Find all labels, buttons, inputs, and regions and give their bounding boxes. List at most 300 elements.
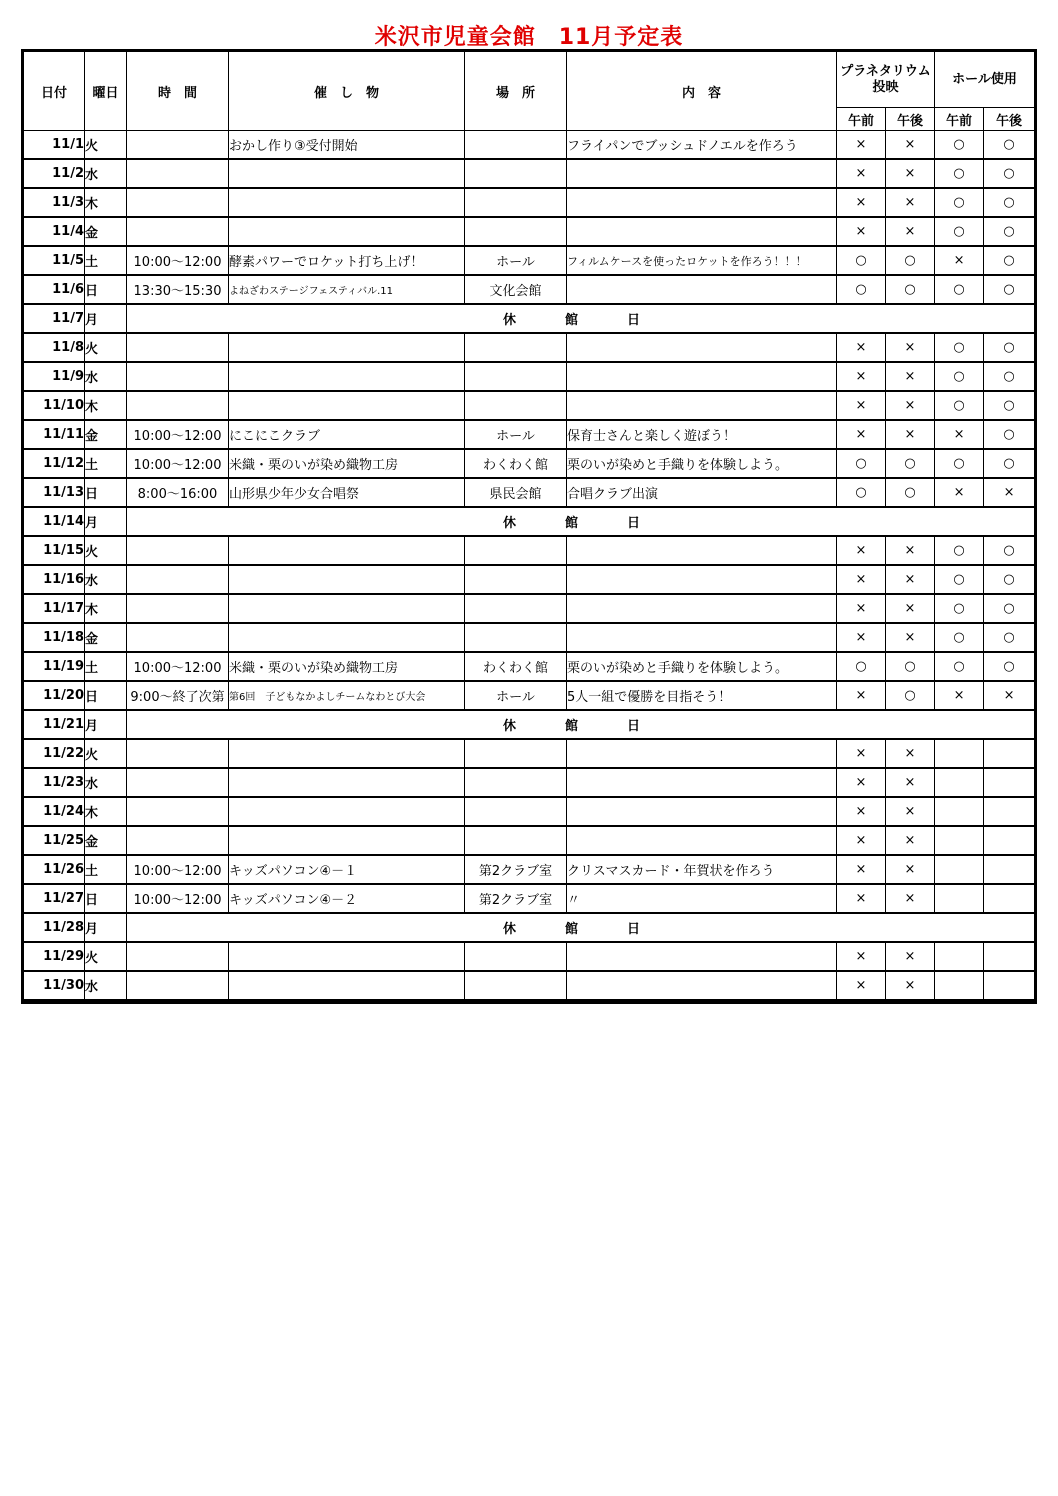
place-cell xyxy=(465,943,567,972)
place-cell xyxy=(465,392,567,421)
place-cell xyxy=(465,624,567,653)
date-cell: 11/23 xyxy=(24,769,85,798)
table-row xyxy=(24,682,1034,711)
date-cell: 11/1 xyxy=(24,131,85,160)
table-row xyxy=(24,566,1034,595)
event-cell: よねざわステージフェスティバル.11 xyxy=(229,276,465,305)
hall-am-mark: × xyxy=(935,479,984,508)
planetarium-am-mark: × xyxy=(837,943,886,972)
event-cell xyxy=(229,189,465,218)
planetarium-pm-mark: × xyxy=(886,856,935,885)
header-time: 時 間 xyxy=(127,52,229,131)
content-cell xyxy=(567,160,837,189)
planetarium-am-mark: × xyxy=(837,827,886,856)
time-cell xyxy=(127,334,229,363)
content-cell xyxy=(567,943,837,972)
day-cell: 木 xyxy=(85,392,127,421)
place-cell xyxy=(465,740,567,769)
event-cell xyxy=(229,943,465,972)
table-row xyxy=(24,798,1034,827)
place-cell: 第2クラブ室 xyxy=(465,885,567,914)
hall-pm-mark: ○ xyxy=(984,363,1034,392)
planetarium-pm-mark: ○ xyxy=(886,682,935,711)
content-cell xyxy=(567,769,837,798)
date-cell: 11/3 xyxy=(24,189,85,218)
time-cell xyxy=(127,537,229,566)
planetarium-pm-mark: × xyxy=(886,595,935,624)
time-cell: 9:00～終了次第 xyxy=(127,682,229,711)
day-cell: 木 xyxy=(85,798,127,827)
date-cell: 11/9 xyxy=(24,363,85,392)
hall-am-mark: ○ xyxy=(935,624,984,653)
hall-pm-mark: ○ xyxy=(984,276,1034,305)
date-cell: 11/14 xyxy=(24,508,85,537)
day-cell: 火 xyxy=(85,334,127,363)
table-row xyxy=(24,276,1034,305)
planetarium-am-mark: × xyxy=(837,131,886,160)
hall-am-mark: × xyxy=(935,421,984,450)
hall-am-mark: ○ xyxy=(935,363,984,392)
planetarium-am-mark: × xyxy=(837,682,886,711)
hall-pm-mark xyxy=(984,827,1034,856)
date-cell: 11/7 xyxy=(24,305,85,334)
content-cell xyxy=(567,624,837,653)
planetarium-pm-mark: × xyxy=(886,827,935,856)
day-cell: 水 xyxy=(85,972,127,1001)
event-cell xyxy=(229,363,465,392)
time-cell xyxy=(127,392,229,421)
date-cell: 11/29 xyxy=(24,943,85,972)
day-cell: 火 xyxy=(85,131,127,160)
date-cell: 11/4 xyxy=(24,218,85,247)
hall-pm-mark: ○ xyxy=(984,566,1034,595)
event-cell xyxy=(229,334,465,363)
time-cell xyxy=(127,160,229,189)
content-cell xyxy=(567,363,837,392)
time-cell: 10:00～12:00 xyxy=(127,450,229,479)
planetarium-am-mark: × xyxy=(837,160,886,189)
planetarium-am-mark: × xyxy=(837,624,886,653)
event-cell: 米織・栗のいが染め織物工房 xyxy=(229,450,465,479)
time-cell xyxy=(127,798,229,827)
place-cell xyxy=(465,334,567,363)
planetarium-pm-mark: × xyxy=(886,392,935,421)
day-cell: 金 xyxy=(85,218,127,247)
table-row xyxy=(24,595,1034,624)
hall-pm-mark: ○ xyxy=(984,334,1034,363)
event-cell xyxy=(229,624,465,653)
hall-pm-mark: ○ xyxy=(984,189,1034,218)
planetarium-pm-mark: × xyxy=(886,972,935,1001)
hall-am-mark: ○ xyxy=(935,450,984,479)
hall-am-mark: ○ xyxy=(935,653,984,682)
hall-am-mark xyxy=(935,798,984,827)
planetarium-pm-mark: × xyxy=(886,131,935,160)
planetarium-pm-mark: ○ xyxy=(886,247,935,276)
day-cell: 水 xyxy=(85,160,127,189)
date-cell: 11/6 xyxy=(24,276,85,305)
hall-pm-mark xyxy=(984,740,1034,769)
content-cell xyxy=(567,189,837,218)
place-cell: 県民会館 xyxy=(465,479,567,508)
planetarium-pm-mark: ○ xyxy=(886,450,935,479)
hall-am-mark: × xyxy=(935,247,984,276)
hall-am-mark: ○ xyxy=(935,334,984,363)
planetarium-am-mark: × xyxy=(837,421,886,450)
table-row xyxy=(24,972,1034,1001)
closed-day-cell: 休 館 日 xyxy=(127,508,1034,537)
planetarium-pm-mark: × xyxy=(886,160,935,189)
planetarium-am-mark: × xyxy=(837,363,886,392)
place-cell xyxy=(465,218,567,247)
date-cell: 11/21 xyxy=(24,711,85,740)
time-cell: 13:30～15:30 xyxy=(127,276,229,305)
closed-day-cell: 休 館 日 xyxy=(127,711,1034,740)
hall-am-mark: ○ xyxy=(935,595,984,624)
planetarium-am-mark: × xyxy=(837,334,886,363)
content-cell xyxy=(567,537,837,566)
date-cell: 11/27 xyxy=(24,885,85,914)
header-hall-pm: 午後 xyxy=(984,108,1034,131)
table-row xyxy=(24,421,1034,450)
hall-pm-mark: ○ xyxy=(984,392,1034,421)
event-cell xyxy=(229,566,465,595)
event-cell: キッズパソコン④－１ xyxy=(229,856,465,885)
header-place: 場 所 xyxy=(465,52,567,131)
header-day: 曜日 xyxy=(85,52,127,131)
hall-pm-mark xyxy=(984,885,1034,914)
event-cell xyxy=(229,827,465,856)
hall-pm-mark: ○ xyxy=(984,218,1034,247)
place-cell: ホール xyxy=(465,682,567,711)
time-cell xyxy=(127,827,229,856)
table-row xyxy=(24,885,1034,914)
hall-pm-mark: ○ xyxy=(984,595,1034,624)
hall-am-mark: ○ xyxy=(935,392,984,421)
day-cell: 土 xyxy=(85,653,127,682)
date-cell: 11/2 xyxy=(24,160,85,189)
date-cell: 11/24 xyxy=(24,798,85,827)
hall-pm-mark: × xyxy=(984,479,1034,508)
content-cell xyxy=(567,276,837,305)
event-cell: キッズパソコン④－２ xyxy=(229,885,465,914)
event-cell xyxy=(229,218,465,247)
place-cell: 文化会館 xyxy=(465,276,567,305)
planetarium-am-mark: ○ xyxy=(837,479,886,508)
planetarium-pm-mark: × xyxy=(886,769,935,798)
hall-pm-mark xyxy=(984,769,1034,798)
day-cell: 月 xyxy=(85,305,127,334)
content-cell xyxy=(567,798,837,827)
event-cell xyxy=(229,392,465,421)
event-cell: おかし作り③受付開始 xyxy=(229,131,465,160)
content-cell xyxy=(567,218,837,247)
place-cell xyxy=(465,537,567,566)
table-row xyxy=(24,711,1034,740)
place-cell xyxy=(465,131,567,160)
content-cell: 合唱クラブ出演 xyxy=(567,479,837,508)
hall-pm-mark: ○ xyxy=(984,653,1034,682)
table-row xyxy=(24,769,1034,798)
day-cell: 火 xyxy=(85,943,127,972)
content-cell: クリスマスカード・年賀状を作ろう xyxy=(567,856,837,885)
hall-pm-mark: ○ xyxy=(984,624,1034,653)
time-cell xyxy=(127,363,229,392)
day-cell: 日 xyxy=(85,276,127,305)
date-cell: 11/11 xyxy=(24,421,85,450)
planetarium-pm-mark: × xyxy=(886,334,935,363)
time-cell xyxy=(127,943,229,972)
hall-pm-mark: ○ xyxy=(984,131,1034,160)
date-cell: 11/25 xyxy=(24,827,85,856)
event-cell xyxy=(229,972,465,1001)
planetarium-am-mark: × xyxy=(837,972,886,1001)
date-cell: 11/20 xyxy=(24,682,85,711)
header-planetarium-pm: 午後 xyxy=(886,108,935,131)
place-cell xyxy=(465,160,567,189)
planetarium-am-mark: × xyxy=(837,856,886,885)
event-cell: 第6回 子どもなかよしチームなわとび大会 xyxy=(229,682,465,711)
content-cell xyxy=(567,740,837,769)
planetarium-pm-mark: × xyxy=(886,798,935,827)
content-cell: 5人一組で優勝を目指そう！ xyxy=(567,682,837,711)
hall-am-mark: ○ xyxy=(935,189,984,218)
place-cell xyxy=(465,972,567,1001)
date-cell: 11/13 xyxy=(24,479,85,508)
content-cell: 保育士さんと楽しく遊ぼう！ xyxy=(567,421,837,450)
day-cell: 火 xyxy=(85,740,127,769)
table-row xyxy=(24,740,1034,769)
content-cell xyxy=(567,566,837,595)
event-cell xyxy=(229,537,465,566)
content-cell: 〃 xyxy=(567,885,837,914)
header-planetarium-am: 午前 xyxy=(837,108,886,131)
table-row xyxy=(24,914,1034,943)
table-row xyxy=(24,189,1034,218)
place-cell xyxy=(465,769,567,798)
day-cell: 月 xyxy=(85,508,127,537)
table-row xyxy=(24,624,1034,653)
table-row xyxy=(24,392,1034,421)
place-cell: わくわく館 xyxy=(465,450,567,479)
event-cell xyxy=(229,769,465,798)
content-cell xyxy=(567,334,837,363)
hall-am-mark: ○ xyxy=(935,218,984,247)
time-cell: 10:00～12:00 xyxy=(127,247,229,276)
planetarium-am-mark: ○ xyxy=(837,653,886,682)
table-row xyxy=(24,827,1034,856)
page-title: 米沢市児童会館 11月予定表 xyxy=(374,25,684,50)
table-row xyxy=(24,856,1034,885)
table-row xyxy=(24,218,1034,247)
hall-pm-mark: ○ xyxy=(984,537,1034,566)
time-cell xyxy=(127,218,229,247)
hall-pm-mark: × xyxy=(984,682,1034,711)
planetarium-am-mark: × xyxy=(837,537,886,566)
planetarium-pm-mark: × xyxy=(886,421,935,450)
planetarium-am-mark: × xyxy=(837,595,886,624)
day-cell: 土 xyxy=(85,247,127,276)
content-cell: 栗のいが染めと手織りを体験しよう。 xyxy=(567,450,837,479)
time-cell xyxy=(127,740,229,769)
closed-day-cell: 休 館 日 xyxy=(127,914,1034,943)
date-cell: 11/22 xyxy=(24,740,85,769)
time-cell: 10:00～12:00 xyxy=(127,885,229,914)
table-row xyxy=(24,537,1034,566)
day-cell: 木 xyxy=(85,595,127,624)
table-row xyxy=(24,305,1034,334)
hall-am-mark: ○ xyxy=(935,537,984,566)
header-hall: ホール使用 xyxy=(935,52,1034,108)
time-cell xyxy=(127,189,229,218)
planetarium-am-mark: × xyxy=(837,218,886,247)
hall-pm-mark xyxy=(984,943,1034,972)
time-cell: 8:00～16:00 xyxy=(127,479,229,508)
content-cell: フィルムケースを使ったロケットを作ろう！！！ xyxy=(567,247,837,276)
hall-am-mark xyxy=(935,856,984,885)
place-cell xyxy=(465,827,567,856)
header-content: 内 容 xyxy=(567,52,837,131)
event-cell xyxy=(229,798,465,827)
date-cell: 11/10 xyxy=(24,392,85,421)
hall-am-mark: ○ xyxy=(935,276,984,305)
place-cell: 第2クラブ室 xyxy=(465,856,567,885)
event-cell: 酵素パワーでロケット打ち上げ！ xyxy=(229,247,465,276)
table-row xyxy=(24,334,1034,363)
event-cell: 山形県少年少女合唱祭 xyxy=(229,479,465,508)
event-cell xyxy=(229,740,465,769)
planetarium-pm-mark: × xyxy=(886,189,935,218)
time-cell xyxy=(127,595,229,624)
date-cell: 11/8 xyxy=(24,334,85,363)
date-cell: 11/18 xyxy=(24,624,85,653)
day-cell: 日 xyxy=(85,479,127,508)
day-cell: 水 xyxy=(85,769,127,798)
place-cell: ホール xyxy=(465,247,567,276)
planetarium-pm-mark: × xyxy=(886,885,935,914)
hall-am-mark xyxy=(935,827,984,856)
time-cell: 10:00～12:00 xyxy=(127,653,229,682)
place-cell xyxy=(465,595,567,624)
planetarium-pm-mark: × xyxy=(886,218,935,247)
date-cell: 11/26 xyxy=(24,856,85,885)
hall-am-mark xyxy=(935,769,984,798)
closed-day-cell: 休 館 日 xyxy=(127,305,1034,334)
table-row xyxy=(24,450,1034,479)
date-cell: 11/15 xyxy=(24,537,85,566)
planetarium-pm-mark: × xyxy=(886,624,935,653)
hall-am-mark xyxy=(935,972,984,1001)
planetarium-am-mark: × xyxy=(837,566,886,595)
time-cell xyxy=(127,566,229,595)
content-cell: 栗のいが染めと手織りを体験しよう。 xyxy=(567,653,837,682)
planetarium-pm-mark: ○ xyxy=(886,479,935,508)
time-cell: 10:00～12:00 xyxy=(127,421,229,450)
planetarium-am-mark: ○ xyxy=(837,247,886,276)
hall-pm-mark: ○ xyxy=(984,450,1034,479)
planetarium-am-mark: ○ xyxy=(837,450,886,479)
time-cell xyxy=(127,972,229,1001)
place-cell: ホール xyxy=(465,421,567,450)
hall-am-mark xyxy=(935,740,984,769)
day-cell: 日 xyxy=(85,682,127,711)
content-cell xyxy=(567,972,837,1001)
planetarium-am-mark: ○ xyxy=(837,276,886,305)
planetarium-pm-mark: × xyxy=(886,537,935,566)
event-cell xyxy=(229,160,465,189)
planetarium-am-mark: × xyxy=(837,740,886,769)
place-cell xyxy=(465,363,567,392)
planetarium-am-mark: × xyxy=(837,189,886,218)
event-cell: にこにこクラブ xyxy=(229,421,465,450)
schedule-body xyxy=(24,131,1034,1001)
planetarium-pm-mark: × xyxy=(886,740,935,769)
date-cell: 11/30 xyxy=(24,972,85,1001)
time-cell xyxy=(127,769,229,798)
day-cell: 日 xyxy=(85,885,127,914)
content-cell xyxy=(567,827,837,856)
hall-am-mark: ○ xyxy=(935,160,984,189)
header-hall-am: 午前 xyxy=(935,108,984,131)
table-row xyxy=(24,363,1034,392)
table-row xyxy=(24,247,1034,276)
header-date: 日付 xyxy=(24,52,85,131)
day-cell: 月 xyxy=(85,914,127,943)
day-cell: 水 xyxy=(85,566,127,595)
hall-pm-mark xyxy=(984,856,1034,885)
table-row xyxy=(24,131,1034,160)
planetarium-pm-mark: × xyxy=(886,566,935,595)
content-cell: フライパンでブッシュドノエルを作ろう xyxy=(567,131,837,160)
table-row xyxy=(24,160,1034,189)
planetarium-am-mark: × xyxy=(837,885,886,914)
header-planetarium: プラネタリウム投映 xyxy=(837,52,935,108)
planetarium-am-mark: × xyxy=(837,769,886,798)
planetarium-pm-mark: ○ xyxy=(886,653,935,682)
day-cell: 木 xyxy=(85,189,127,218)
day-cell: 土 xyxy=(85,450,127,479)
table-row xyxy=(24,653,1034,682)
time-cell xyxy=(127,131,229,160)
hall-am-mark: ○ xyxy=(935,566,984,595)
header-event: 催 し 物 xyxy=(229,52,465,131)
event-cell: 米織・栗のいが染め織物工房 xyxy=(229,653,465,682)
day-cell: 土 xyxy=(85,856,127,885)
content-cell xyxy=(567,595,837,624)
planetarium-am-mark: × xyxy=(837,798,886,827)
planetarium-pm-mark: × xyxy=(886,363,935,392)
date-cell: 11/28 xyxy=(24,914,85,943)
hall-pm-mark: ○ xyxy=(984,247,1034,276)
hall-am-mark: ○ xyxy=(935,131,984,160)
day-cell: 火 xyxy=(85,537,127,566)
day-cell: 月 xyxy=(85,711,127,740)
date-cell: 11/16 xyxy=(24,566,85,595)
date-cell: 11/12 xyxy=(24,450,85,479)
hall-am-mark xyxy=(935,885,984,914)
table-row xyxy=(24,943,1034,972)
event-cell xyxy=(229,595,465,624)
planetarium-pm-mark: ○ xyxy=(886,276,935,305)
planetarium-am-mark: × xyxy=(837,392,886,421)
day-cell: 金 xyxy=(85,421,127,450)
schedule-table xyxy=(21,49,1037,1004)
hall-pm-mark xyxy=(984,972,1034,1001)
place-cell: わくわく館 xyxy=(465,653,567,682)
date-cell: 11/19 xyxy=(24,653,85,682)
time-cell xyxy=(127,624,229,653)
day-cell: 水 xyxy=(85,363,127,392)
